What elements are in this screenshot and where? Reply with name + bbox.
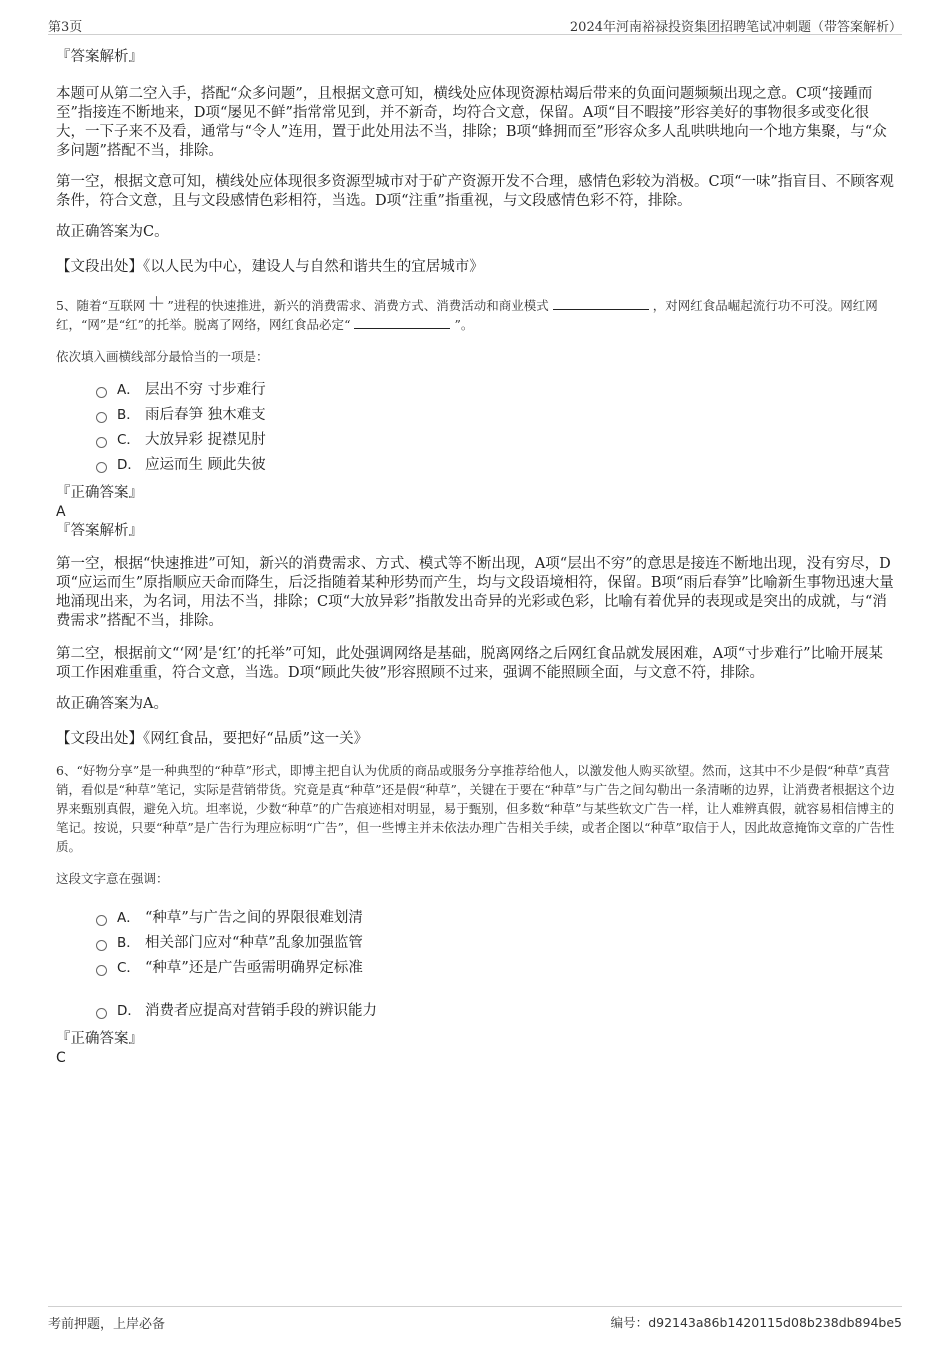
analysis-paragraph: 本题可从第二空入手，搭配“众多问题”，且根据文意可知，横线处应体现资源枯竭后带来的负面问题频频出现之意。C项“接踵而至”指接连不断地来，D项“屡见不鲜”指常常见到，并不新奇，均符合文意，保留。A项“目不暇接”形容美好的事物很多或变化很大，一下子来不及看，通常与“令人”连用，置于此处用法不当，排除；B项“蜂拥而至”形容众多人乱哄哄地向一个地方集聚，与“众多问题”搭配不当，排除。 [56,86,887,159]
analysis-paragraph: 第二空，根据前文“‘网’是‘红’的托举”可知，此处强调网络是基础，脱离网络之后网红食品就发展困难，A项“寸步难行”比喻开展某项工作困难重重，符合文意，当选。D项“顾此失彼”形容照顾不过来，强调不能照顾全面，与文意不符，排除。 [56,646,884,681]
radio-button[interactable] [96,437,107,448]
analysis-paragraph: 第一空，根据文意可知，横线处应体现很多资源型城市对于矿产资源开发不合理，感情色彩较为消极。C项“一味”指盲目、不顾客观条件，符合文意，且与文段感情色彩相符，当选。D项“注重”指重视，与文段感情色彩不符，排除。 [56,174,894,209]
question-6-prompt: 这段文字意在强调： [56,870,169,886]
radio-button[interactable] [96,915,107,926]
conclusion: 故正确答案为C。 [56,224,169,240]
analysis-label: 『答案解析』 [56,49,143,65]
page-number: 第3页 [48,20,83,35]
document-code: 编号：d92143a86b1420115d08b238db894be5 [610,1315,902,1330]
option-b[interactable]: B． 相关部门应对“种草”乱象加强监管 [96,931,896,956]
document-title: 2024年河南裕禄投资集团招聘笔试冲刺题（带答案解析） [569,20,902,35]
question-5-options [96,378,896,478]
fill-blank [553,297,649,310]
correct-answer-label: 『正确答案』 [56,485,143,501]
page-content [56,44,896,1068]
correct-answer-label: 『正确答案』 [56,1030,143,1047]
source-citation: 【文段出处】《以人民为中心，建设人与自然和谐共生的宜居城市》 [56,259,484,275]
footer-slogan: 考前押题，上岸必备 [48,1317,166,1332]
analysis-paragraph: 第一空，根据“快速推进”可知，新兴的消费需求、方式、模式等不断出现，A项“层出不穷”的意思是接连不断地出现，没有穷尽，D项“应运而生”原指顺应天命而降生，后泛指随着某种形势而产生，均与文段语境相符，保留。B项“雨后春笋”比喻新生事物迅速大量地涌现出来，为名词，用法不当，排除；C项“大放异彩”指散发出奇异的光彩或色彩，比喻有着优异的表现或是突出的成就，与“消费需求”搭配不当，排除。 [56,556,894,629]
conclusion: 故正确答案为A。 [56,696,168,712]
option-d[interactable]: D． 应运而生 顾此失彼 [96,453,896,478]
option-a[interactable]: A． 层出不穷 寸步难行 [96,378,896,403]
radio-button[interactable] [96,1008,107,1019]
radio-button[interactable] [96,940,107,951]
option-d[interactable]: D． 消费者应提高对营销手段的辨识能力 [96,999,896,1024]
source-citation: 【文段出处】《网红食品，要把好“品质”这一关》 [56,731,369,747]
option-b[interactable]: B． 雨后春笋 独木难支 [96,403,896,428]
page-header [48,14,902,35]
radio-button[interactable] [96,965,107,976]
option-c[interactable]: C． 大放异彩 捉襟见肘 [96,428,896,453]
option-a[interactable]: A． “种草”与广告之间的界限很难划清 [96,906,896,931]
correct-answer: A [56,504,66,520]
question-5-stem: 5、随着“互联网 ＋ ”进程的快速推进，新兴的消费需求、消费方式、消费活动和商业模式 ，对网红食品崛起流行功不可没。网红网红，“网”是“红”的托举。脱离了网络，网红食品必定“ ”。 [56,294,878,332]
question-6-options [96,906,896,1024]
correct-answer: C [56,1049,66,1066]
analysis-label: 『答案解析』 [56,523,143,539]
question-6-stem: 6、“好物分享”是一种典型的“种草”形式，即博主把自认为优质的商品或服务分享推荐给他人，以激发他人购买欲望。然而，这其中不少是假“种草”真营销，看似是“种草”笔记，实际是营销带货。究竟是真“种草”还是假“种草”，关键在于要在“种草”与广告之间勾勒出一条清晰的边界，让消费者根据这个边界来甄别真假，避免入坑。坦率说，少数“种草”的广告痕迹相对明显，易于甄别，但多数“种草”与某些软文广告一样，让人难辨真假，就容易相信博主的笔记。按说，只要“种草”是广告行为理应标明“广告”，但一些博主并未依法办理广告相关手续，或者企图以“种草”取信于人，因此故意掩饰文章的广告性质。 [56,763,895,854]
radio-button[interactable] [96,387,107,398]
question-5-prompt: 依次填入画横线部分最恰当的一项是： [56,348,269,364]
page-footer [48,1306,902,1332]
fill-blank [354,316,450,329]
radio-button[interactable] [96,462,107,473]
option-c[interactable]: C． “种草”还是广告亟需明确界定标准 [96,956,896,981]
radio-button[interactable] [96,412,107,423]
